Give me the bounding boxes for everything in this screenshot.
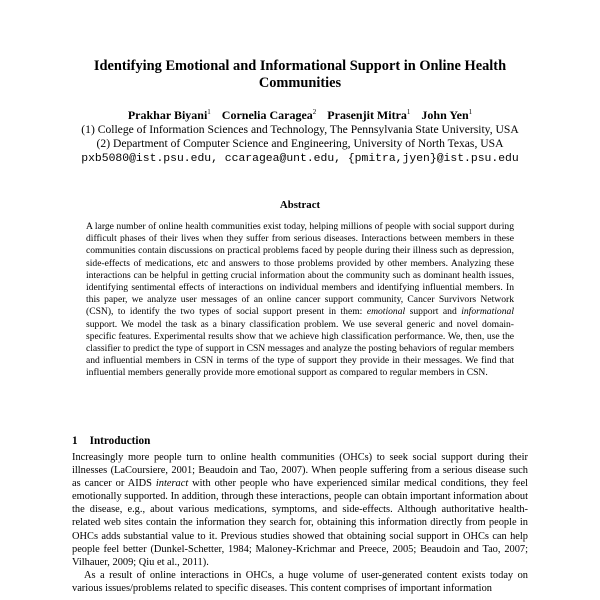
body-paragraph: As a result of online interactions in OHCs, a huge volume of user-generated content exists today on various issues/problems related to specific diseases. This content comprises of important information	[72, 569, 528, 594]
section-heading-introduction	[72, 435, 150, 447]
introduction-body	[72, 451, 528, 595]
author-list	[40, 104, 560, 123]
author-affiliation-mark: 1	[406, 108, 411, 116]
paper-title-line-2: Communities	[258, 75, 342, 91]
author	[128, 108, 211, 122]
affiliation-2: (2) Department of Computer Science and Engineering, University of North Texas, USA	[96, 137, 504, 150]
author-affiliation-mark: 2	[312, 108, 317, 116]
author	[421, 108, 472, 122]
emphasis: informational	[461, 306, 514, 318]
abstract-paragraph: A large number of online health communities exist today, helping millions of people with social support during difficult phases of their lives when they suffer from serious diseases. Interactions between members in these communities contain discussions on practical problems faced by people during their illness such as depression, side-effects of medications, etc and answers to those problems provided by other members. Analyzing these interactions can be helpful in getting crucial information about the community such as dominant health issues, identifying sentimental effects of interactions on individual members and identifying influential members. In this paper, we analyze user messages of an online cancer support community, Cancer Survivors Network (CSN), to identify the two types of social support present in them: emotional support and informational support. We model the task as a binary classification problem. We use several generic and novel domain-specific features. Experimental results show that we achieve high classification performance. We, then, use the classifier to predict the type of support in CSN messages and analyze the posting behaviors of regular members and influential members in CSN in terms of the type of support they provide in their messages. We find that influential members generally provide more emotional support as compared to regular members in CSN.	[86, 221, 514, 379]
abstract-body	[86, 221, 514, 380]
author-name: Prakhar Biyani	[127, 108, 208, 122]
author	[327, 108, 410, 122]
affiliation-1: (1) College of Information Sciences and Technology, The Pennsylvania State University, USA	[81, 123, 519, 136]
author-name: John Yen	[421, 108, 469, 122]
author-emails: pxb5080@ist.psu.edu, ccaragea@unt.edu, {pmitra,jyen}@ist.psu.edu	[81, 153, 519, 165]
body-paragraph: Increasingly more people turn to online health communities (OHCs) to seek social support during their illnesses (LaCoursiere, 2001; Beaudoin and Tao, 2007). When people suffering from a serious disease such as cancer or AIDS interact with other people who have experienced similar medical conditions, they feel emotionally supported. In addition, through these interactions, people can obtain important information about the disease, e.g., about various medications, symptoms, and side-effects. Although authoritative health-related web sites contain the information they search for, obtaining this information directly from people in OHCs adds substantial value to it. Previous studies showed that obtaining social support in OHCs can help people feel better (Dunkel-Schetter, 1984; Maloney-Krichmar and Preece, 2005; Beaudoin and Tao, 2007; Vilhauer, 2009; Qiu et al., 2011).	[72, 452, 528, 568]
abstract-heading: Abstract	[279, 199, 321, 211]
emphasis: emotional	[366, 306, 406, 318]
author-affiliation-mark: 1	[468, 108, 473, 116]
author-name: Prasenjit Mitra	[327, 108, 407, 122]
section-title: Introduction	[89, 435, 151, 447]
paper-title	[60, 58, 540, 92]
section-number: 1	[72, 435, 78, 447]
author-affiliation-mark: 1	[207, 108, 211, 116]
author	[222, 108, 316, 122]
emphasis: interact	[155, 478, 189, 490]
author-name: Cornelia Caragea	[221, 108, 313, 122]
paper-title-line-1: Identifying Emotional and Informational Support in Online Health	[93, 58, 507, 74]
